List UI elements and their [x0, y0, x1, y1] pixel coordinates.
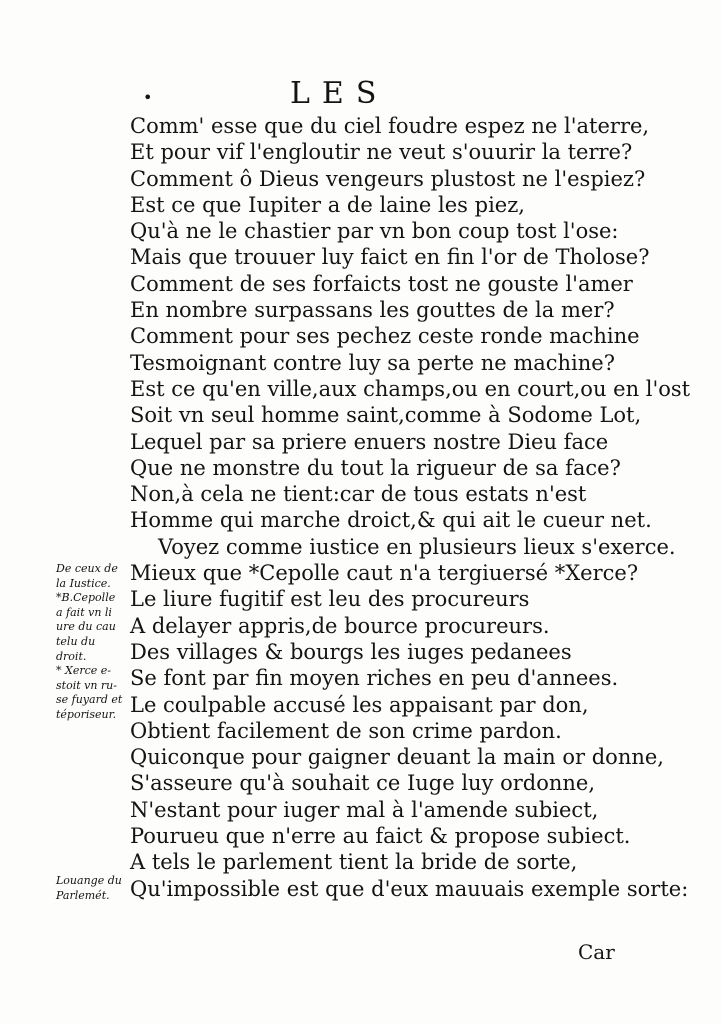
verse-line: Pourueu que n'erre au faict & propose subiect.	[130, 824, 631, 849]
verse-line: Le liure fugitif est leu des procureurs	[130, 587, 530, 612]
verse-line: Mieux que *Cepolle caut n'a tergiuersé *Xerce?	[130, 561, 639, 586]
verse-line: Quiconque pour gaigner deuant la main or donne,	[130, 745, 664, 770]
margin-note-parlement	[56, 874, 128, 903]
verse-line: Et pour vif l'engloutir ne veut s'ouurir la terre?	[130, 140, 633, 165]
margin-note-line: De ceux de	[56, 562, 118, 575]
verse-line: Qu'impossible est que d'eux mauuais exemple sorte:	[130, 876, 689, 901]
verse-line: Soit vn seul homme saint,comme à Sodome Lot,	[130, 403, 642, 428]
margin-note-line: *B.Cepolle	[56, 591, 116, 605]
verse-line: A tels le parlement tient la bride de sorte,	[130, 850, 578, 875]
verse-line: N'estant pour iuger mal à l'amende subiect,	[130, 797, 599, 822]
verse-line: S'asseure qu'à souhait ce Iuge luy ordonne,	[130, 771, 596, 796]
verse-line: Se font par fin moyen riches en peu d'annees.	[130, 666, 619, 691]
verse-line: A delayer appris,de bource procureurs.	[130, 613, 550, 638]
margin-note-line: * Xerce e-	[56, 664, 111, 678]
margin-note-line: a fait vn li	[56, 605, 112, 619]
ornament-dot: •	[143, 88, 153, 107]
margin-note-line: la Iustice.	[56, 576, 111, 590]
running-head: LES	[290, 76, 389, 111]
margin-note-line: telu du	[56, 634, 96, 648]
catchword: Car	[578, 940, 615, 964]
verse-line: Tesmoignant contre luy sa perte ne machine?	[130, 350, 615, 375]
verse-line: Homme qui marche droict,& qui ait le cueur net.	[130, 508, 652, 533]
verse-line: Comment de ses forfaicts tost ne gouste l'amer	[130, 271, 633, 296]
verse-line: Lequel par sa priere enuers nostre Dieu face	[130, 429, 609, 454]
margin-note-line: téporiseur.	[56, 707, 117, 721]
verse-line: Mais que trouuer luy faict en fin l'or de Tholose?	[130, 245, 650, 270]
margin-note-line: se fuyard et	[56, 693, 123, 707]
margin-note-line: droit.	[56, 649, 87, 663]
margin-note-line: stoit vn ru-	[56, 678, 117, 692]
verse-block	[130, 113, 691, 902]
verse-line: Non,à cela ne tient:car de tous estats n'est	[130, 482, 587, 507]
margin-note-justice	[56, 562, 128, 723]
verse-line: Est ce qu'en ville,aux champs,ou en court,ou en l'ost	[130, 376, 691, 401]
verse-line: En nombre surpassans les gouttes de la mer?	[130, 298, 615, 323]
margin-note-line: ure du cau	[56, 620, 116, 634]
margin-note-line: Parlemét.	[56, 888, 110, 902]
verse-line: Que ne monstre du tout la rigueur de sa face?	[130, 455, 621, 480]
verse-line: Voyez comme iustice en plusieurs lieux s'exerce.	[158, 534, 676, 559]
verse-line: Comment ô Dieus vengeurs plustost ne l'espiez?	[130, 166, 646, 191]
margin-note-line: Louange du	[56, 874, 122, 887]
verse-line: Obtient facilement de son crime pardon.	[130, 718, 562, 743]
verse-line: Le coulpable accusé les appaisant par don,	[130, 692, 589, 717]
verse-line: Des villages & bourgs les iuges pedanees	[130, 639, 572, 664]
verse-line: Comment pour ses pechez ceste ronde machine	[130, 324, 640, 349]
verse-line: Est ce que Iupiter a de laine les piez,	[130, 192, 525, 217]
verse-line: Qu'à ne le chastier par vn bon coup tost l'ose:	[130, 219, 619, 244]
verse-line: Comm' esse que du ciel foudre espez ne l'aterre,	[130, 114, 650, 138]
